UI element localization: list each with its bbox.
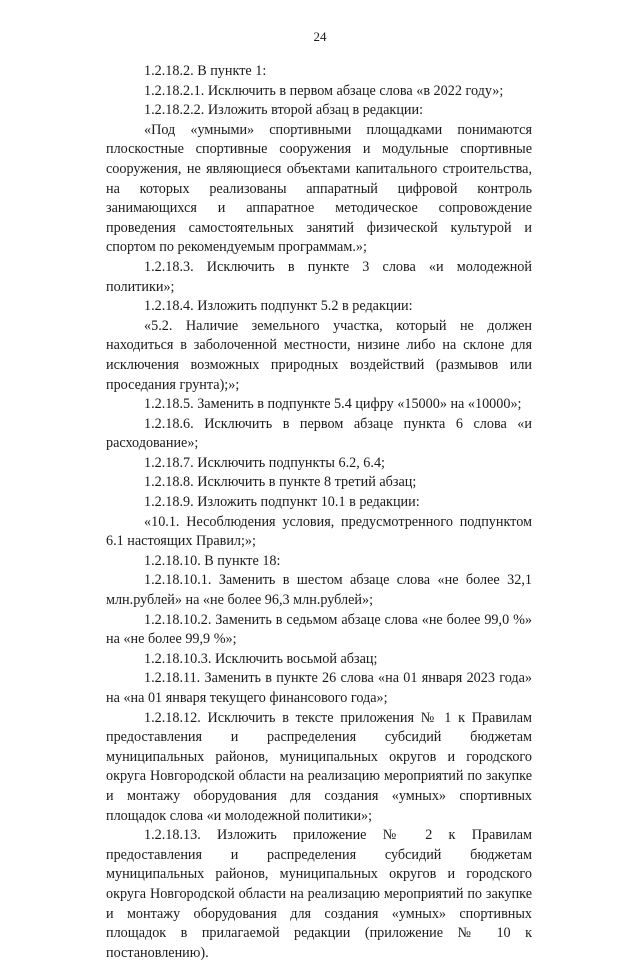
quoted-subpoint-10-1: «10.1. Несоблюдения условия, предусмотренного подпунктом 6.1 настоящих Правил;»; — [106, 513, 532, 550]
paragraph-1-2-18-2: 1.2.18.2. В пункте 1: — [144, 63, 267, 79]
paragraph-1-2-18-12: 1.2.18.12. Исключить в тексте приложения № 1 к Правилам предоставления и распределения субсидий бюджетам муниципальных районов, муниципальных округов и городского округа Новгородской области на реализацию мероприятий по закупке и монтажу оборудования для создания «умных» спортивных площадок слова «и молодежной политики»; — [106, 709, 532, 824]
paragraph-1-2-18-6: 1.2.18.6. Исключить в первом абзаце пункта 6 слова «и расходование»; — [106, 415, 532, 452]
quoted-definition-paragraph: «Под «умными» спортивными площадками понимаются плоскостные спортивные сооружения и модульные спортивные сооружения, не являющиеся объектами капитального строительства, на которых реализованы аппаратный цифровой контроль занимающихся и аппаратное методическое сопровождение проведения самостоятельных занятий физической культурой и спортом по рекомендуемым программам.»; — [106, 121, 532, 256]
paragraph-1-2-18-10-3: 1.2.18.10.3. Исключить восьмой абзац; — [144, 650, 378, 667]
document-body — [106, 62, 532, 963]
paragraph-1-2-18-2-1: 1.2.18.2.1. Исключить в первом абзаце слова «в 2022 году»; — [144, 82, 504, 99]
paragraph-1-2-18-13: 1.2.18.13. Изложить приложение № 2 к Правилам предоставления и распределения субсидий бюджетам муниципальных районов, муниципальных округов и городского округа Новгородской области на реализацию мероприятий по закупке и монтажу оборудования для создания «умных» спортивных площадок в прилагаемой редакции (приложение № 10 к постановлению). — [106, 827, 532, 961]
paragraph-1-2-18-3: 1.2.18.3. Исключить в пункте 3 слова «и молодежной политики»; — [106, 258, 532, 295]
quoted-subpoint-5-2: «5.2. Наличие земельного участка, который не должен находиться в заболоченной местности, низине либо на склоне для исключения возможных природных воздействий (размывов или проседания грунта);»; — [106, 317, 532, 393]
paragraph-1-2-18-4: 1.2.18.4. Изложить подпункт 5.2 в редакции: — [144, 298, 413, 315]
paragraph-1-2-18-8: 1.2.18.8. Исключить в пункте 8 третий абзац; — [144, 474, 417, 491]
paragraph-1-2-18-5: 1.2.18.5. Заменить в подпункте 5.4 цифру «15000» на «10000»; — [144, 396, 522, 413]
page-number: 24 — [313, 29, 327, 44]
paragraph-1-2-18-2-2: 1.2.18.2.2. Изложить второй абзац в редакции: — [144, 102, 424, 119]
paragraph-1-2-18-9: 1.2.18.9. Изложить подпункт 10.1 в редакции: — [144, 494, 420, 511]
paragraph-1-2-18-7: 1.2.18.7. Исключить подпункты 6.2, 6.4; — [144, 454, 385, 471]
paragraph-1-2-18-10-1: 1.2.18.10.1. Заменить в шестом абзаце слова «не более 32,1 млн.рублей» на «не более 96,3 млн.рублей»; — [106, 572, 532, 609]
paragraph-1-2-18-10-2: 1.2.18.10.2. Заменить в седьмом абзаце слова «не более 99,0 %» на «не более 99,9 %»; — [106, 611, 532, 648]
paragraph-1-2-18-10: 1.2.18.10. В пункте 18: — [144, 552, 281, 569]
paragraph-1-2-18-11: 1.2.18.11. Заменить в пункте 26 слова «на 01 января 2023 года» на «на 01 января текущего финансового года»; — [106, 670, 532, 706]
